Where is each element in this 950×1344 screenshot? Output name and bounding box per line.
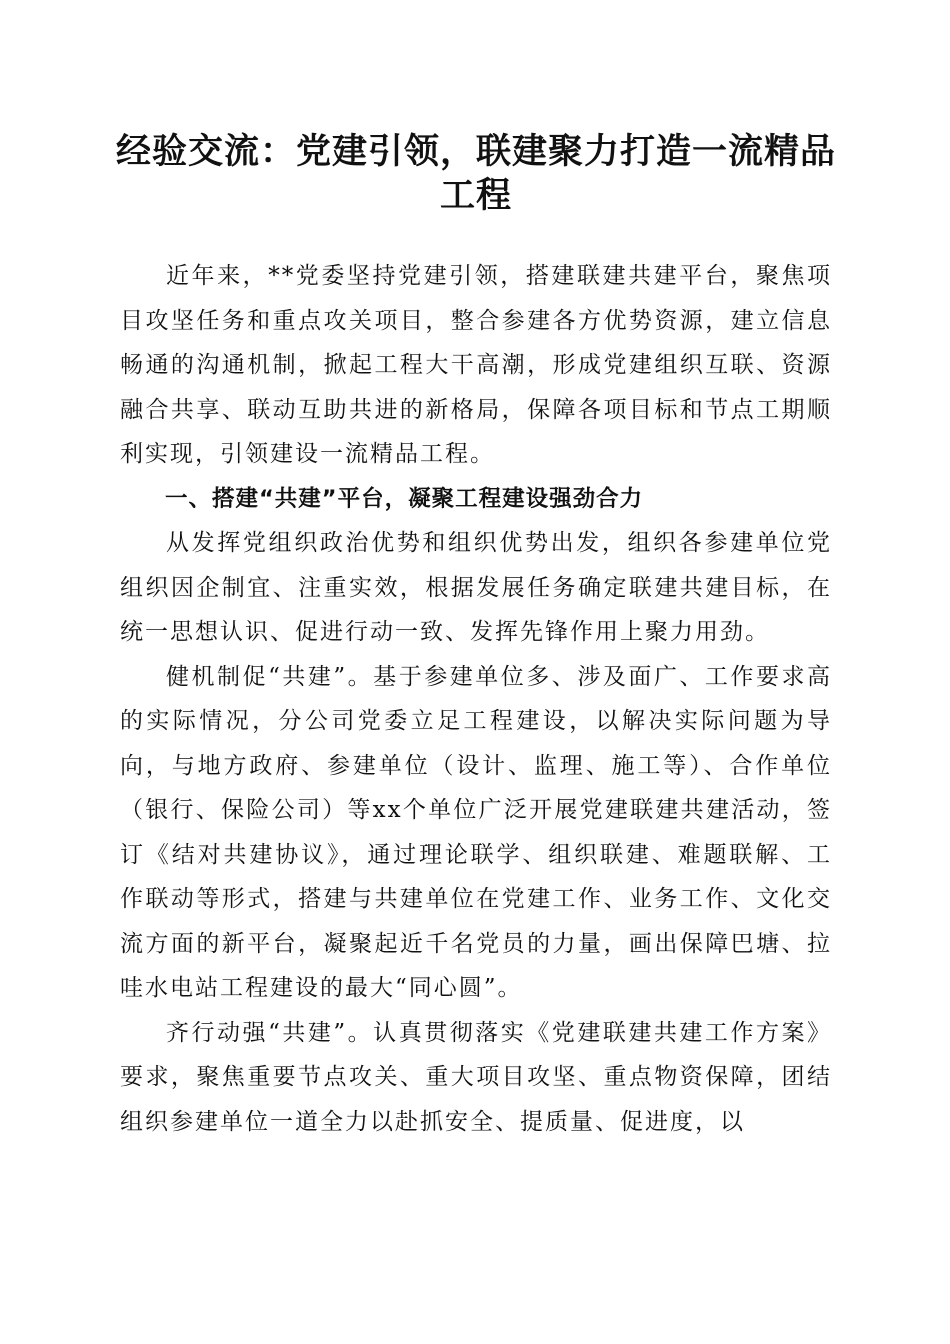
section-heading: 一、搭建“共建”平台，凝聚工程建设强劲合力 bbox=[165, 485, 644, 512]
document-page bbox=[115, 130, 836, 1144]
section-paragraph-1: 从发挥党组织政治优势和组织优势出发，组织各参建单位党组织因企制宜、注重实效，根据发展任务确定联建共建目标，在统一思想认识、促进行动一致、发挥先锋作用上聚力用劲。 bbox=[120, 530, 832, 645]
document-title: 经验交流：党建引领，联建聚力打造一流精品工程 bbox=[115, 131, 836, 216]
intro-paragraph: 近年来，**党委坚持党建引领，搭建联建共建平台，聚焦项目攻坚任务和重点攻关项目，整合参建各方优势资源，建立信息畅通的沟通机制，掀起工程大干高潮，形成党建组织互联、资源融合共享、联动互助共进的新格局，保障各项目标和节点工期顺利实现，引领建设一流精品工程。 bbox=[120, 263, 832, 467]
section-paragraph-3: 齐行动强“共建”。认真贯彻落实《党建联建共建工作方案》要求，聚焦重要节点攻关、重大项目攻坚、重点物资保障，团结组织参建单位一道全力以赴抓安全、提质量、促进度，以 bbox=[120, 1019, 832, 1135]
section-paragraph-2: 健机制促“共建”。基于参建单位多、涉及面广、工作要求高的实际情况，分公司党委立足工程建设，以解决实际问题为导向，与地方政府、参建单位（设计、监理、施工等）、合作单位（银行、保险公司）等xx个单位广泛开展党建联建共建活动，签订《结对共建协议》，通过理论联学、组织联建、难题联解、工作联动等形式，搭建与共建单位在党建工作、业务工作、文化交流方面的新平台，凝聚起近千名党员的力量，画出保障巴塘、拉哇水电站工程建设的最大“同心圆”。 bbox=[120, 663, 832, 1001]
